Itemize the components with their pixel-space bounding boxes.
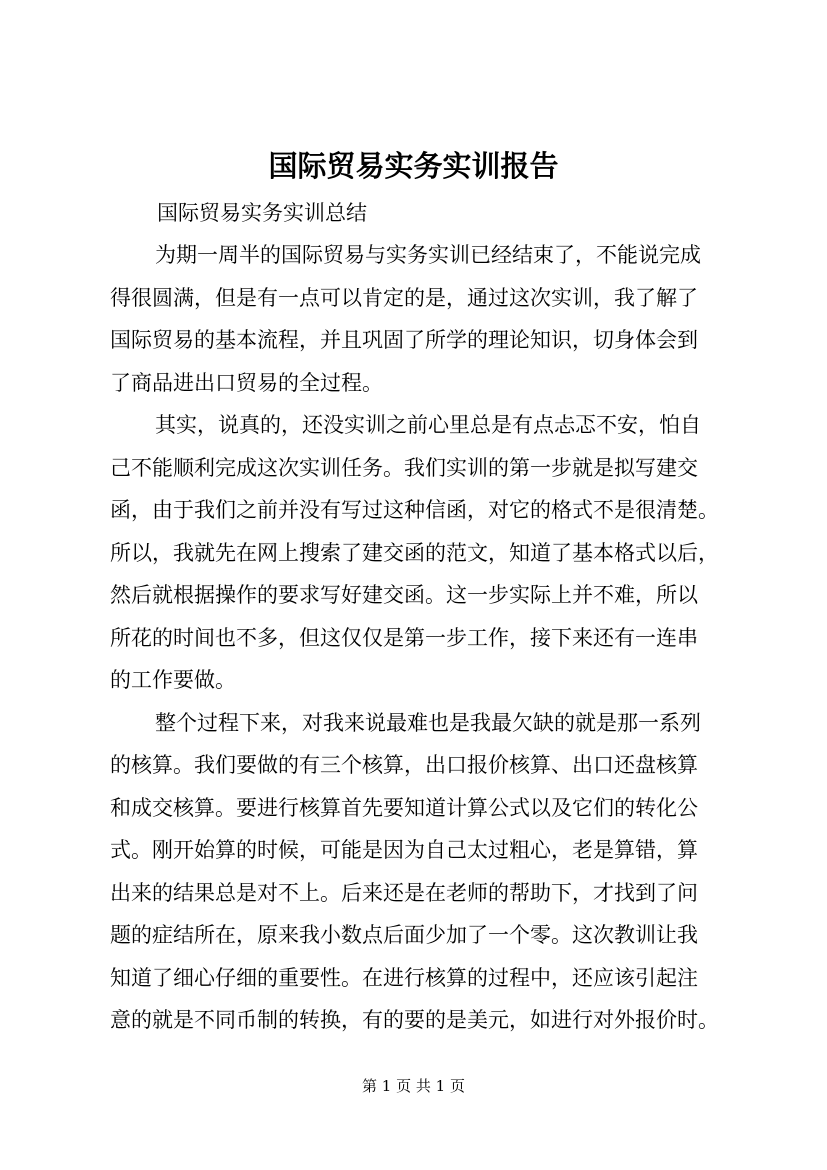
body-line: 了商品进出口贸易的全过程。 [110, 370, 383, 395]
body-line: 题的症结所在，原来我小数点后面少加了一个零。这次教训让我 [110, 923, 698, 947]
body-line: 得很圆满，但是有一点可以肯定的是，通过这次实训，我了解了 [110, 285, 698, 310]
body-line: 出来的结果总是对不上。后来还是在老师的帮助下，才找到了问 [110, 880, 698, 905]
body-line: 的工作要做。 [110, 668, 236, 692]
body-line: 整个过程下来，对我来说最难也是我最欠缺的就是那一系列 [155, 710, 701, 735]
body-line: 其实，说真的，还没实训之前心里总是有点忐忑不安，怕自 [155, 413, 701, 437]
body-line: 己不能顺利完成这次实训任务。我们实训的第一步就是拟写建交 [110, 455, 698, 480]
body-line: 所花的时间也不多，但这仅仅是第一步工作，接下来还有一连串 [110, 625, 698, 650]
body-line: 的核算。我们要做的有三个核算，出口报价核算、出口还盘核算 [110, 753, 698, 777]
document-body [110, 234, 722, 1042]
body-line: 意的就是不同币制的转换，有的要的是美元，如进行对外报价时。 [110, 1008, 719, 1032]
document-title: 国际贸易实务实训报告 [268, 149, 559, 183]
page-number-footer: 第 1 页 共 1 页 [362, 1077, 465, 1095]
body-line: 知道了细心仔细的重要性。在进行核算的过程中，还应该引起注 [110, 965, 698, 990]
body-line: 国际贸易的基本流程，并且巩固了所学的理论知识，切身体会到 [110, 328, 698, 352]
body-line: 所以，我就先在网上搜索了建交函的范文，知道了基本格式以后， [110, 540, 719, 565]
body-line: 函，由于我们之前并没有写过这种信函，对它的格式不是很清楚。 [110, 498, 719, 522]
body-line: 式。刚开始算的时候，可能是因为自己太过粗心，老是算错，算 [110, 838, 698, 862]
document-subtitle: 国际贸易实务实训总结 [157, 201, 367, 225]
body-line: 和成交核算。要进行核算首先要知道计算公式以及它们的转化公 [110, 795, 698, 820]
body-line: 然后就根据操作的要求写好建交函。这一步实际上并不难，所以 [110, 583, 698, 607]
body-line: 为期一周半的国际贸易与实务实训已经结束了，不能说完成 [155, 243, 701, 267]
